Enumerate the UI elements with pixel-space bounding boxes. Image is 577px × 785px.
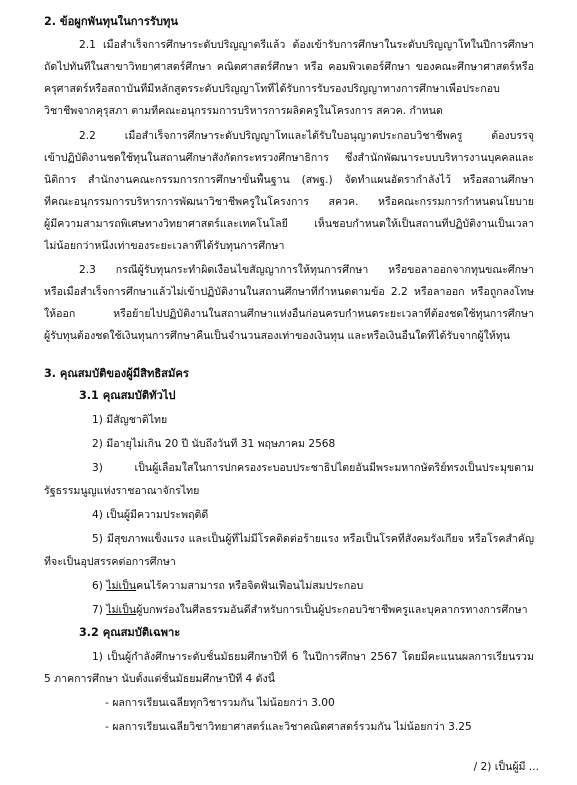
- para-2-3-line-1: 2.3 กรณีผู้รับทุนกระทำผิดเงื่อนไขสัญญาการให้ทุนการศึกษา หรือขอลาออกจากทุนขณะศึกษา: [79, 264, 534, 276]
- para-2-2-line-1: 2.2 เมื่อสำเร็จการศึกษาระดับปริญญาโทและได้รับใบอนุญาตประกอบวิชาชีพครู ต้องบรรจุ: [79, 130, 534, 142]
- para-2-3-line-3: ให้ออก หรือย้ายไปปฏิบัติงานในสถานศึกษาแห่งอื่นก่อนครบกำหนดระยะเวลาที่ต้องชดใช้ทุนการศึกษา: [44, 308, 534, 320]
- para-2-1-line-4: วิชาชีพจากคุรุสภา ตามที่คณะอนุกรรมการบริหารการผลิตครูในโครงการ สควค. กำหนด: [44, 105, 443, 117]
- general-item-5-line-1: 5) มีสุขภาพแข็งแรง และเป็นผู้ที่ไม่มีโรคติดต่อร้ายแรง หรือเป็นโรคที่สังคมรังเกียจ หรือโรคสำคัญ: [92, 533, 534, 545]
- page-continuation-note: / 2) เป็นผู้มี ...: [473, 761, 539, 773]
- para-2-2-line-5: ผู้มีความสามารถพิเศษทางวิทยาศาสตร์และเทคโนโลยี เห็นชอบกำหนดให้เป็นสถานที่ปฏิบัติงานเป็นเวลา: [44, 218, 534, 230]
- specific-item-1-line-2: 5 ภาคการศึกษา นับตั้งแต่ชั้นมัธยมศึกษาปีที่ 4 ดังนี้: [44, 673, 275, 685]
- specific-bullet-1: - ผลการเรียนเฉลี่ยทุกวิชารวมกัน ไม่น้อยกว่า 3.00: [105, 697, 335, 709]
- para-2-1-line-1: 2.1 เมื่อสำเร็จการศึกษาระดับปริญญาตรีแล้ว ต้องเข้ารับการศึกษาในระดับปริญญาโทในปีการศึกษา: [79, 39, 534, 51]
- specific-bullet-2: - ผลการเรียนเฉลี่ยวิชาวิทยาศาสตร์และวิชาคณิตศาสตร์รวมกัน ไม่น้อยกว่า 3.25: [105, 721, 472, 733]
- general-item-6-text: คนไร้ความสามารถ หรือจิตฟั่นเฟือนไม่สมประกอบ: [136, 580, 364, 592]
- general-item-4: 4) เป็นผู้มีความประพฤติดี: [92, 509, 209, 521]
- general-item-5-line-2: ที่จะเป็นอุปสรรคต่อการศึกษา: [44, 556, 176, 568]
- para-2-3-line-4: ผู้รับทุนต้องชดใช้เงินทุนการศึกษาคืนเป็นจำนวนสองเท่าของเงินทุน และหรือเงินอื่นใดที่ได้รับจากผู้ให้ทุน: [44, 330, 511, 342]
- para-2-1-line-3: ครุศาสตร์หรือสถาบันที่มีหลักสูตรระดับปริญญาโทที่ได้รับการรับรองปริญญาทางการศึกษาเพื่อประกอบ: [44, 83, 500, 95]
- section-2-heading: 2. ข้อผูกพันทุนในการรับทุน: [44, 15, 178, 28]
- general-item-7: [92, 603, 534, 617]
- general-item-3-line-1: 3) เป็นผู้เลื่อมใสในการปกครองระบอบประชาธิปไตยอันมีพระมหากษัตริย์ทรงเป็นประมุขตาม: [92, 462, 534, 474]
- general-item-2: 2) มีอายุไม่เกิน 20 ปี นับถึงวันที่ 31 พฤษภาคม 2568: [92, 438, 336, 450]
- subheading-3-1: 3.1 คุณสมบัติทั่วไป: [79, 389, 176, 402]
- para-2-2-line-2: เข้าปฏิบัติงานชดใช้ทุนในสถานศึกษาสังกัดกระทรวงศึกษาธิการ ซึ่งสำนักพัฒนาระบบบริหารงานบุคคลและ: [44, 152, 534, 164]
- para-2-2-line-6: ไม่น้อยกว่าหนึ่งเท่าของระยะเวลาที่ได้รับทุนการศึกษา: [44, 240, 285, 252]
- general-item-7-text: ผู้บกพร่องในศีลธรรมอันดีสำหรับการเป็นผู้ประกอบวิชาชีพครูและบุคลากรทางการศึกษา: [136, 604, 528, 616]
- general-item-7-number: 7): [92, 604, 107, 616]
- general-item-3-line-2: รัฐธรรมนูญแห่งราชอาณาจักรไทย: [44, 485, 200, 497]
- section-3-heading: 3. คุณสมบัติของผู้มีสิทธิสมัคร: [44, 367, 189, 380]
- para-2-3-line-2: หรือเมื่อสำเร็จการศึกษาแล้วไม่เข้าปฏิบัติงานในสถานศึกษาที่กำหนดตามข้อ 2.2 หรือลาออก หรือถูกลงโทษ: [44, 286, 534, 298]
- specific-item-1-line-1: 1) เป็นผู้กำลังศึกษาระดับชั้นมัธยมศึกษาปีที่ 6 ในปีการศึกษา 2567 โดยมีคะแนนผลการเรียนรวม: [92, 651, 534, 663]
- para-2-2-line-4: ที่คณะอนุกรรมการบริหารการพัฒนาวิชาชีพครูในโครงการ สควค. หรือคณะกรรมการกำหนดนโยบาย: [44, 196, 534, 208]
- general-item-6: [92, 579, 534, 593]
- para-2-2-line-3: นิติการ สำนักงานคณะกรรมการการศึกษาขั้นพื้นฐาน (สพฐ.) จัดทำแผนอัตรากำลังไว้ หรือสถานศึกษา: [44, 174, 534, 186]
- general-item-6-underlined: ไม่เป็น: [106, 580, 137, 592]
- general-item-1: 1) มีสัญชาติไทย: [92, 414, 168, 426]
- general-item-6-number: 6): [92, 580, 107, 592]
- subheading-3-2: 3.2 คุณสมบัติเฉพาะ: [79, 626, 181, 639]
- general-item-7-underlined: ไม่เป็น: [106, 604, 137, 616]
- para-2-1-line-2: ถัดไปทันทีในสาขาวิทยาศาสตร์ศึกษา คณิตศาสตร์ศึกษา หรือ คอมพิวเตอร์ศึกษา ของคณะศึกษาศาสตร์หรือ: [44, 61, 534, 73]
